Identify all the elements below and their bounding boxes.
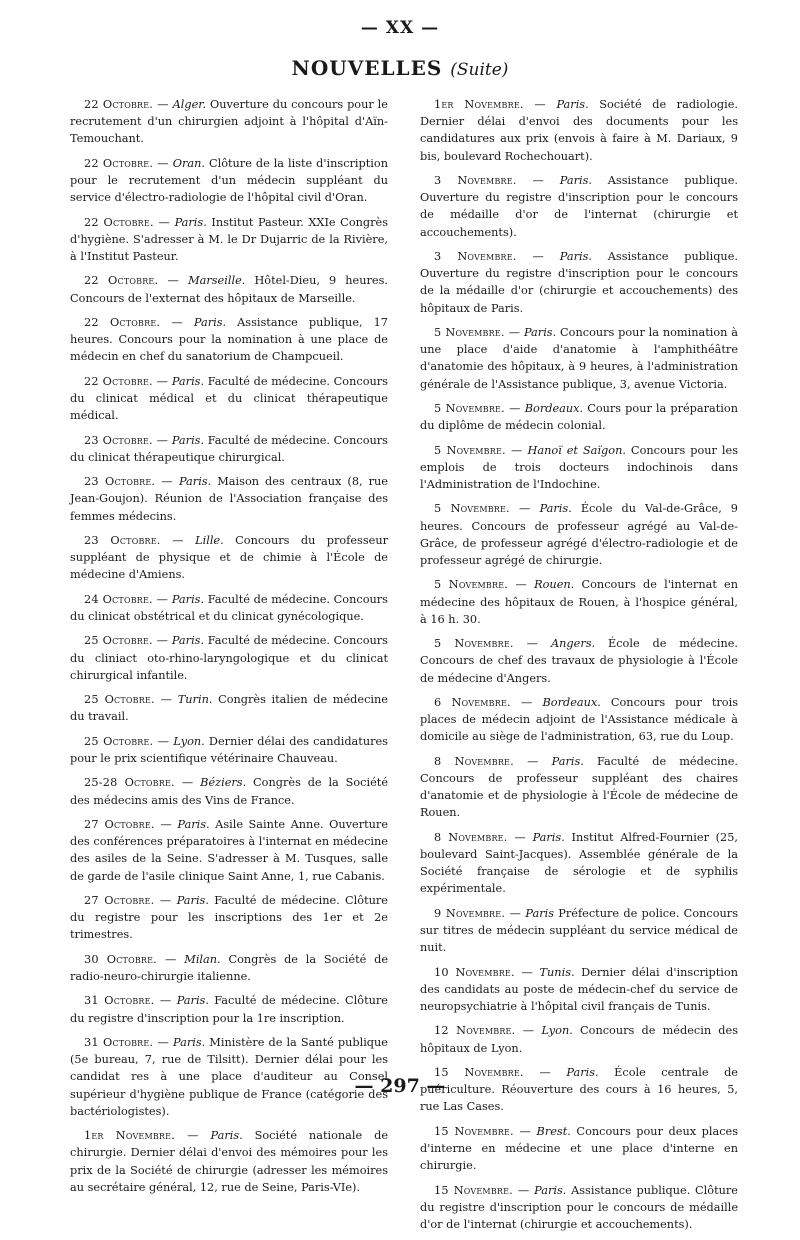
entry-text: Institut Alfred-Fournier (25, boulevard Saint-Jacques). Assemblée générale de la Société française de sérologie et de syphilis expérimentale.: [420, 830, 739, 896]
entry-date: 27 Octobre. —: [84, 817, 172, 831]
entry-text: Faculté de médecine. Concours du clinicat obstétrical et du clinicat gynécologique.: [70, 592, 388, 623]
entry-text: Concours pour trois places de médecin adjoint de l'Assistance médicale à domicile au siège de l'administration, 63, rue du Loup.: [420, 695, 738, 744]
entry-city: Paris.: [532, 830, 565, 844]
announcement-entry: [420, 753, 738, 822]
announcement-entry: [420, 1022, 738, 1056]
announcement-entry: [70, 691, 388, 725]
entry-date: 15 Novembre. —: [434, 1065, 551, 1079]
announcement-entry: [70, 816, 388, 885]
entry-date: 3 Novembre. —: [434, 250, 545, 263]
announcement-entry: [420, 829, 738, 898]
entry-date: 23 Octobre. —: [84, 433, 169, 447]
entry-text: Assistance publique. Clôture du registre d'inscription pour le concours de médaille d'or de l'internat (chirurgie et accouchements).: [420, 1183, 738, 1231]
entry-date: 22 Octobre. —: [84, 315, 183, 329]
entry-text: Concours pour la nomination à une place d'aide d'anatomie à l'amphithéâtre d'anatomie des hôpitaux, à 9 heures, à l'administration générale de l'Assistance publique, 3, avenue Victoria.: [420, 326, 739, 391]
announcement-entry: [70, 532, 388, 584]
entry-date: 5 Novembre. —: [434, 443, 523, 457]
entry-text: Préfecture de police. Concours sur titres de médecin suppléant du service médical de nuit.: [420, 906, 739, 955]
entry-city: Paris.: [173, 1035, 206, 1049]
announcement-entry: [70, 992, 388, 1026]
entry-city: Paris.: [523, 326, 557, 339]
entry-city: Marseille.: [188, 274, 246, 288]
entry-text: Concours du professeur suppléant de physique et de chimie à l'École de médecine d'Amiens.: [70, 533, 389, 582]
entry-text: Concours de l'internat en médecine des hôpitaux de Rouen, à l'hospice général, à 16 h. 30.: [420, 578, 739, 626]
entry-date: 8 Novembre. —: [434, 830, 526, 844]
announcement-entry: [420, 1182, 738, 1234]
announcement-entry: [420, 248, 738, 317]
entry-city: Paris.: [177, 817, 210, 831]
entry-text: Faculté de médecine. Concours du clinicat médical et du clinicat thérapeutique médical.: [70, 374, 388, 423]
announcement-entry: [70, 892, 388, 944]
entry-text: Faculté de médecine. Concours du clinicat thérapeutique chirurgical.: [70, 433, 388, 464]
announcement-entry: [70, 1127, 388, 1196]
announcement-entry: [420, 172, 738, 241]
entry-text: Assistance publique, 17 heures. Concours pour la nomination à une place de médecin en chef du sanatorium de Champcueil.: [70, 315, 388, 364]
entry-date: 22 Octobre. —: [84, 374, 169, 388]
entry-date: 25 Octobre. —: [84, 734, 170, 748]
entry-city: Paris.: [171, 433, 205, 447]
entry-city: Tunis.: [539, 965, 575, 979]
entry-date: 5 Novembre. —: [434, 502, 531, 516]
entry-city: Lille.: [195, 533, 224, 547]
entry-city: Oran.: [172, 156, 205, 170]
announcement-entry: [70, 951, 388, 985]
announcement-entry: [70, 733, 388, 767]
entry-city: Bordeaux.: [542, 695, 601, 709]
page-number: — 297 —: [354, 1075, 446, 1097]
page-title-suite: (Suite): [450, 60, 509, 80]
announcement-entry: [420, 694, 738, 746]
announcement-entry: [70, 214, 388, 266]
entry-city: Paris.: [174, 215, 207, 229]
entry-date: 22 Octobre. —: [84, 156, 169, 170]
entry-city: Brest.: [536, 1124, 571, 1138]
page-header-roman-numeral: — XX —: [360, 18, 440, 38]
entry-text: Société nationale de chirurgie. Dernier délai d'envoi des mémoires pour les prix de la Société de chirurgie (adresser les mémoires au secrétaire général, 12, rue de Seine, Paris-VIe).: [70, 1129, 389, 1194]
entry-city: Lyon.: [173, 734, 205, 748]
entry-city: Rouen.: [534, 578, 575, 592]
entry-date: 1er Novembre. —: [84, 1129, 199, 1143]
entry-city: Paris.: [559, 174, 593, 187]
entry-text: Concours de médecin des hôpitaux de Lyon.: [420, 1024, 739, 1055]
announcement-entry: [70, 96, 388, 148]
announcement-entry: [420, 96, 738, 165]
entry-city: Milan.: [184, 952, 221, 966]
entry-city: Béziers.: [200, 776, 247, 790]
entry-text: Dernier délai d'inscription des candidats au poste de médecin-chef du service de neuropsychiatrie à l'hôpital civil français de Tunis.: [420, 965, 738, 1013]
entry-date: 15 Novembre. —: [434, 1183, 530, 1197]
announcement-entry: [420, 576, 738, 628]
announcement-entry: [420, 324, 738, 393]
page-title-main: NOUVELLES: [291, 56, 443, 80]
entry-date: 8 Novembre. —: [434, 754, 539, 768]
entry-city: Alger.: [172, 98, 207, 111]
entry-text: Faculté de médecine. Clôture du registre d'inscription pour la 1re inscription.: [70, 994, 388, 1025]
entry-city: Turin.: [177, 693, 213, 707]
entry-date: 1er Novembre. —: [434, 98, 546, 111]
announcement-entry: [420, 500, 738, 569]
entry-city: Paris.: [556, 98, 589, 111]
entry-date: 5 Novembre. —: [434, 578, 527, 592]
left-column: [70, 96, 388, 1203]
announcement-entry: [70, 774, 388, 808]
entry-date: 24 Octobre. —: [84, 592, 169, 606]
entry-city: Hanoï et Saïgon.: [527, 443, 626, 457]
entry-date: 30 Octobre. —: [84, 952, 177, 966]
entry-city: Lyon.: [541, 1024, 573, 1038]
entry-text: Clôture de la liste d'inscription pour le recrutement d'un médecin suppléant du service d'électro-radiologie de l'hôpital civil d'Oran.: [70, 156, 388, 205]
announcement-entry: [420, 442, 738, 494]
page-title: [0, 56, 800, 80]
announcement-entry: [420, 400, 738, 434]
entry-city: Paris.: [559, 250, 593, 263]
entry-date: 5 Novembre. —: [434, 402, 521, 415]
entry-date: 10 Novembre. —: [434, 965, 533, 979]
entry-text: Congrès de la Société de radio-neuro-chirurgie italienne.: [70, 952, 388, 983]
entry-date: 23 Octobre. —: [84, 533, 184, 547]
entry-date: 6 Novembre. —: [434, 695, 533, 709]
entry-text: Ouverture du concours pour le recrutement d'un chirurgien adjoint à l'hôpital d'Aïn-Temouchant.: [70, 98, 388, 146]
entry-date: 23 Octobre. —: [84, 475, 173, 489]
entry-date: 31 Octobre. —: [84, 1035, 169, 1049]
entry-city: Paris: [525, 906, 555, 920]
entry-city: Paris.: [534, 1183, 567, 1197]
announcement-entry: [70, 373, 388, 425]
announcement-entry: [70, 632, 388, 684]
entry-city: Paris.: [193, 315, 227, 329]
entry-city: Angers.: [551, 637, 596, 651]
entry-text: Faculté de médecine. Concours du cliniact oto-rhino-laryngologique et du clinicat chirurgical infantile.: [70, 634, 388, 682]
entry-text: Asile Sainte Anne. Ouverture des conférences préparatoires à l'internat en médecine des asiles de la Seine. S'adresser à M. Tusques, salle de garde de l'asile clinique Saint Anne, 1, rue Cabanis.: [70, 817, 389, 883]
entry-date: 31 Octobre. —: [84, 994, 172, 1008]
entry-text: Congrès italien de médecine du travail.: [70, 693, 388, 724]
entry-city: Paris.: [171, 592, 205, 606]
announcement-entry: [70, 591, 388, 625]
announcement-entry: [70, 314, 388, 366]
entry-text: Ministère de la Santé publique (5e bureau, 7, rue de Tilsitt). Dernier délai pour les candidat res à une place d'auditeur au Consel supérieur d'hygiène publique de France (catégorie des bactériologistes).: [70, 1035, 388, 1118]
entry-city: Paris.: [171, 374, 205, 388]
entry-date: 22 Octobre. —: [84, 215, 170, 229]
entry-text: École centrale de puériculture. Réouverture des cours à 16 heures, 5, rue Las Cases.: [420, 1065, 738, 1114]
announcement-entry: [70, 432, 388, 466]
entry-date: 12 Novembre. —: [434, 1024, 535, 1038]
announcement-entry: [420, 905, 738, 957]
entry-text: Cours pour la préparation du diplôme de médecin colonial.: [420, 402, 738, 433]
announcement-entry: [70, 272, 388, 306]
entry-city: Paris.: [178, 475, 212, 489]
entry-date: 9 Novembre. —: [434, 906, 522, 920]
announcement-entry: [70, 473, 388, 525]
entry-text: Congrès de la Société des médecins amis des Vins de France.: [70, 776, 389, 807]
announcement-entry: [70, 155, 388, 207]
entry-text: Dernier délai des candidatures pour le prix scientifique vétérinaire Chauveau.: [70, 734, 388, 765]
entry-text: École du Val-de-Grâce, 9 heures. Concours de professeur agrégé au Val-de-Grâce, de professeur agrégé d'électro-radiologie et de professeur agrégé de chirurgie.: [420, 502, 738, 567]
entry-text: Faculté de médecine. Clôture du registre pour les inscriptions des 1er et 2e trimestres.: [70, 893, 388, 942]
right-column: [420, 96, 738, 1240]
entry-date: 22 Octobre. —: [84, 274, 179, 288]
entry-city: Paris.: [171, 634, 205, 648]
announcement-entry: [420, 1123, 738, 1175]
entry-date: 27 Octobre. —: [84, 893, 172, 907]
entry-text: Institut Pasteur. XXIe Congrès d'hygiène. S'adresser à M. le Dr Dujarric de la Rivière, à l'Institut Pasteur.: [70, 215, 389, 263]
announcement-entry: [420, 964, 738, 1016]
entry-date: 5 Novembre. —: [434, 637, 539, 651]
entry-city: Paris.: [176, 994, 209, 1008]
entry-text: Société de radiologie. Dernier délai d'envoi des documents pour les candidatures aux prix (envois à faire à M. Dariaux, 9 bis, boulevard Rochechouart).: [420, 98, 738, 163]
entry-date: 25 Octobre. —: [84, 634, 169, 648]
entry-date: 25-28 Octobre. —: [84, 776, 194, 790]
entry-city: Bordeaux.: [524, 402, 584, 415]
entry-text: Maison des centraux (8, rue Jean-Goujon). Réunion de l'Association française des femmes médecins.: [70, 475, 388, 523]
entry-text: Assistance publique. Ouverture du registre d'inscription pour le concours de médaille d'or de l'internat (chirurgie et accouchements).: [420, 174, 738, 239]
entry-text: Hôtel-Dieu, 9 heures. Concours de l'externat des hôpitaux de Marseille.: [70, 274, 388, 305]
entry-date: 3 Novembre. —: [434, 174, 545, 187]
entry-city: Paris.: [566, 1065, 599, 1079]
entry-date: 5 Novembre. —: [434, 326, 521, 339]
entry-text: Assistance publique. Ouverture du registre d'inscription pour le concours de la médaille d'or (chirurgie et accouchements) des hôpitaux de Paris.: [420, 250, 738, 315]
entry-city: Paris.: [176, 893, 209, 907]
entry-city: Paris.: [551, 754, 584, 768]
entry-text: École de médecine. Concours de chef des travaux de physiologie à l'École de médecine d'Angers.: [420, 637, 739, 685]
entry-date: 22 Octobre. —: [84, 98, 169, 111]
entry-text: Concours pour les emplois de trois docteurs indochinois dans l'Administration de l'Indochine.: [420, 443, 739, 491]
entry-city: Paris.: [210, 1129, 243, 1143]
entry-text: Concours pour deux places d'interne en médecine et une place d'interne en chirurgie.: [420, 1124, 739, 1173]
entry-text: Faculté de médecine. Concours de professeur suppléant des chaires d'anatomie et de physiologie à l'École de médecine de Rouen.: [420, 754, 739, 820]
announcement-entry: [420, 635, 738, 687]
entry-date: 25 Octobre. —: [84, 693, 173, 707]
entry-city: Paris.: [539, 502, 572, 516]
entry-date: 15 Novembre. —: [434, 1124, 531, 1138]
